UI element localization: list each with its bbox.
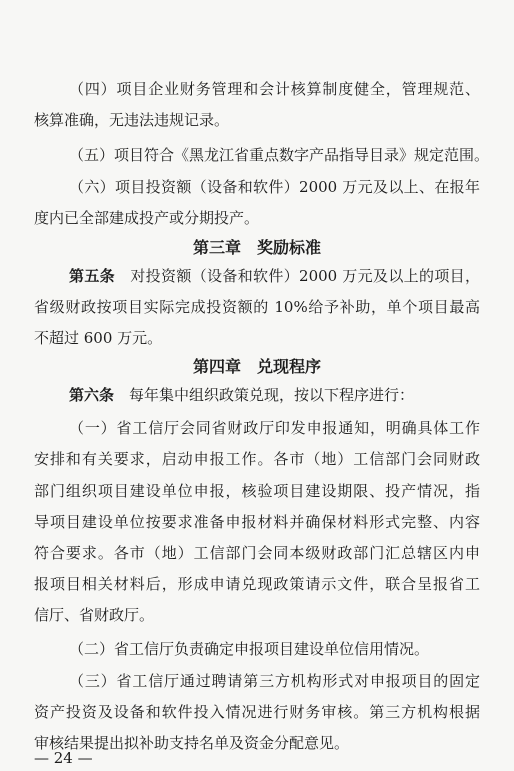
paragraph-5-line-1: （五）项目符合《黑龙江省重点数字产品指导目录》规定范围。 <box>69 146 490 164</box>
article-6-label: 第六条 <box>69 386 115 404</box>
item-3-line-3: 审核结果提出拟补助支持名单及资金分配意见。 <box>34 734 350 752</box>
chapter-4-heading: 第四章 兑现程序 <box>192 357 321 376</box>
item-1-line-6: 报项目相关材料后，形成申请兑现政策请示文件，联合呈报省工 <box>34 575 480 593</box>
article-5-label: 第五条 <box>69 267 116 285</box>
chapter-3-heading: 第三章 奖励标准 <box>192 238 321 257</box>
article-6-line-1 <box>0 385 514 405</box>
item-3-line-1: （三）省工信厅通过聘请第三方机构形式对申报项目的固定 <box>69 672 480 690</box>
paragraph-4-line-1: （四）项目企业财务管理和会计核算制度健全，管理规范、 <box>69 80 480 98</box>
article-6-text: 每年集中组织政策兑现，按以下程序进行： <box>114 386 415 404</box>
item-3-line-2: 资产投资及设备和软件投入情况进行财务审核。第三方机构根据 <box>34 703 480 721</box>
paragraph-4-line-2: 核算准确，无违法违规记录。 <box>34 111 230 129</box>
article-5-line-3: 不超过 600 万元。 <box>34 329 163 347</box>
item-1-line-7: 信厅、省财政厅。 <box>34 606 155 624</box>
article-5-text: 对投资额（设备和软件）2000 万元及以上的项目， <box>115 267 480 285</box>
item-1-line-4: 导项目建设单位按要求准备申报材料并确保材料形式完整、内容 <box>34 513 480 531</box>
paragraph-6-line-2: 度内已全部建成投产或分期投产。 <box>34 209 260 227</box>
article-5-line-1 <box>0 266 514 286</box>
paragraph-6-line-1: （六）项目投资额（设备和软件）2000 万元及以上、在报年 <box>69 178 480 196</box>
article-5-line-2: 省级财政按项目实际完成投资额的 10%给予补助，单个项目最高 <box>34 298 480 316</box>
item-1-line-3: 部门组织项目建设单位申报，核验项目建设期限、投产情况，指 <box>34 482 480 500</box>
item-1-line-5: 符合要求。各市（地）工信部门会同本级财政部门汇总辖区内申 <box>34 544 480 562</box>
item-2-line-1: （二）省工信厅负责确定申报项目建设单位信用情况。 <box>69 640 430 658</box>
page-number: — 24 — <box>34 749 93 767</box>
item-1-line-1: （一）省工信厅会同省财政厅印发申报通知，明确具体工作 <box>69 419 480 437</box>
item-1-line-2: 安排和有关要求，启动申报工作。各市（地）工信部门会同财政 <box>34 450 480 468</box>
